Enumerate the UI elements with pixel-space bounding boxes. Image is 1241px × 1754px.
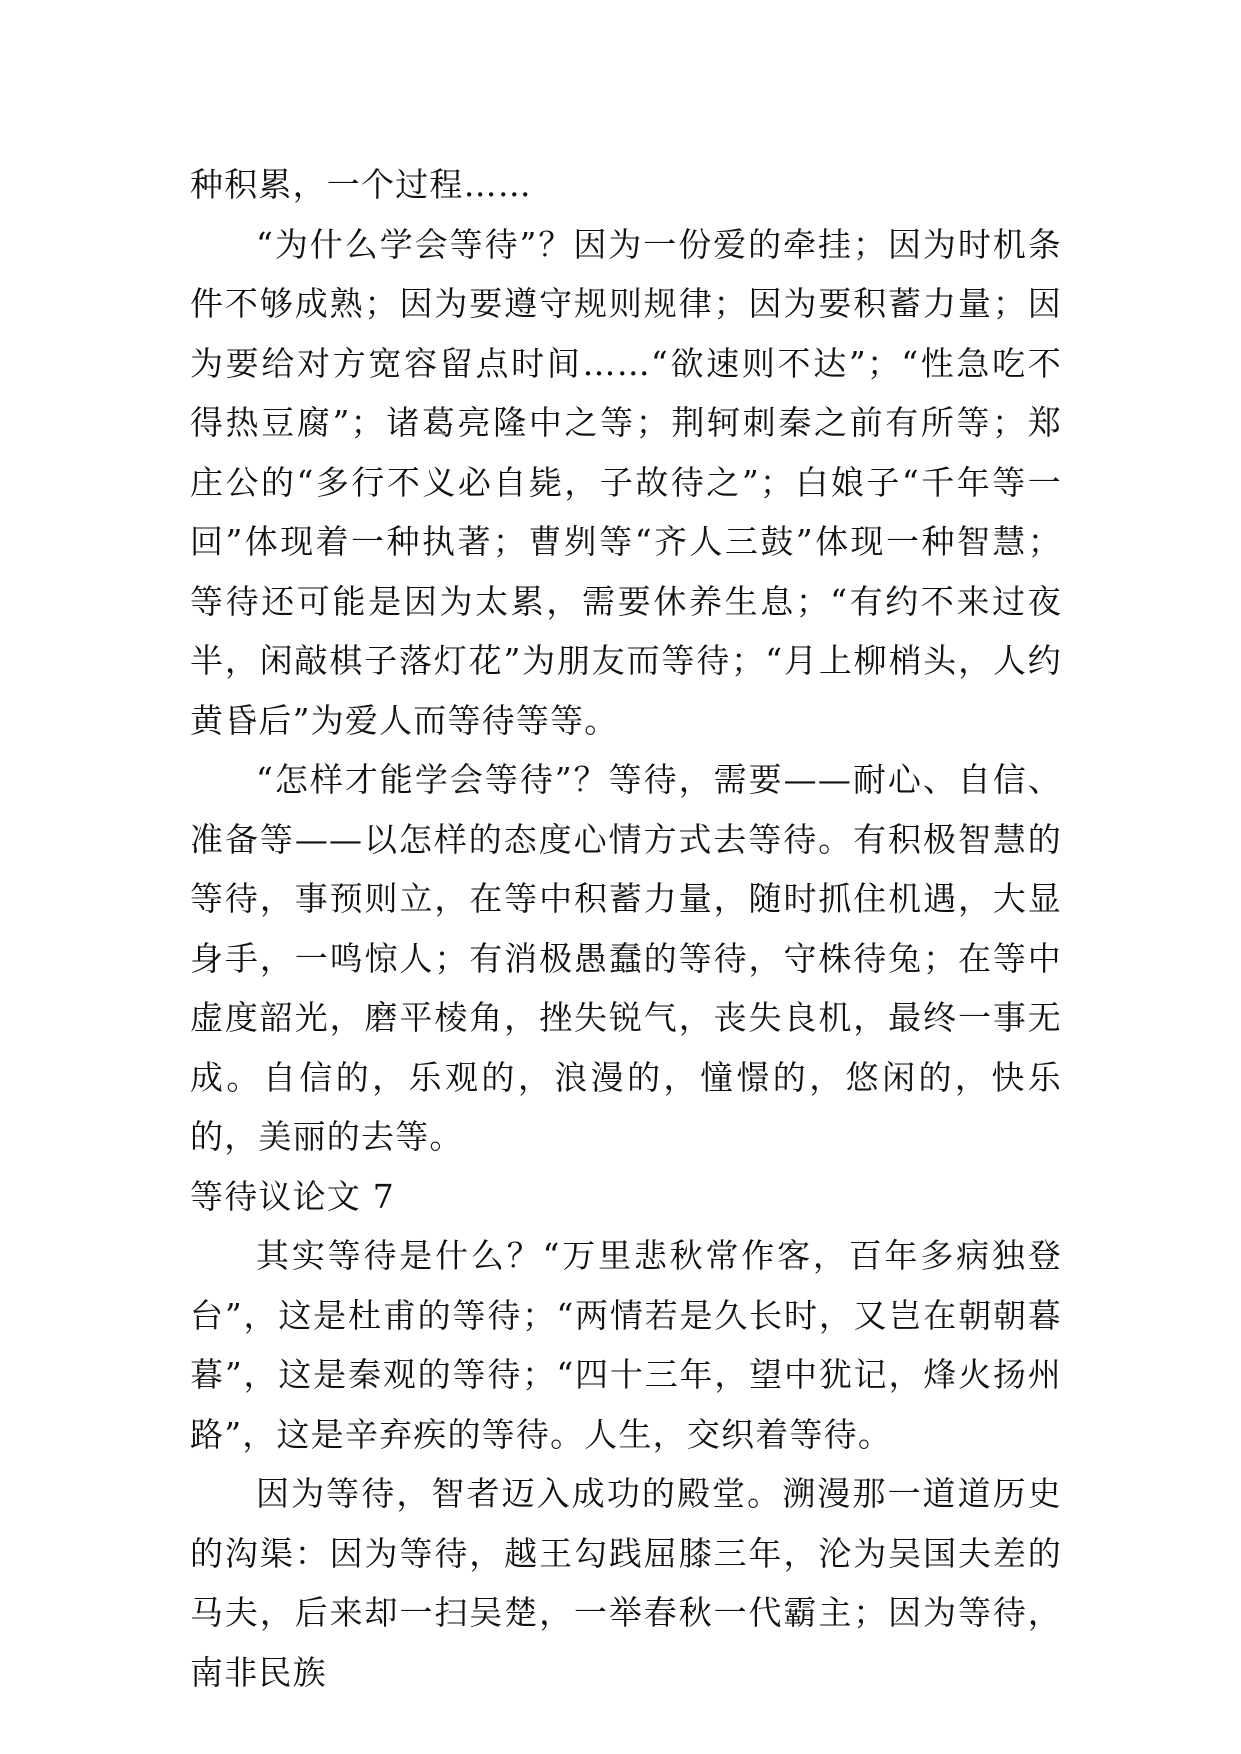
paragraph-why-wait: “为什么学会等待”？因为一份爱的牵挂；因为时机条件不够成熟；因为要遵守规则规律；因为要积蓄力量；因为要给对方宽容留点时间……“欲速则不达”；“性急吃不得热豆腐”；诸葛亮隆中之等；荆轲刺秦之前有所等；郑庄公的“多行不义必自毙，子故待之”；白娘子“千年等一回”体现着一种执著；曹刿等“齐人三鼓”体现一种智慧；等待还可能是因为太累，需要休养生息；“有约不来过夜半，闲敲棋子落灯花”为朋友而等待；“月上柳梢头，人约黄昏后”为爱人而等待等等。 (190, 224, 1062, 740)
paragraph-continuation: 种积累，一个过程…… (190, 165, 532, 204)
paragraph-because-of-waiting: 因为等待，智者迈入成功的殿堂。溯漫那一道道历史的沟渠：因为等待，越王勾践屈膝三年，沦为吴国夫差的马夫，后来却一扫吴楚，一举春秋一代霸主；因为等待，南非民族 (190, 1474, 1062, 1692)
section-heading: 等待议论文 7 (190, 1176, 395, 1216)
paragraph-how-to-wait: “怎样才能学会等待”？等待，需要——耐心、自信、准备等——以怎样的态度心情方式去等待。有积极智慧的等待，事预则立，在等中积蓄力量，随时抓住机遇，大显身手，一鸣惊人；有消极愚蠢的等待，守株待兔；在等中虚度韶光，磨平棱角，挫失锐气，丧失良机，最终一事无成。自信的，乐观的，浪漫的，憧憬的，悠闲的，快乐的，美丽的去等。 (190, 760, 1062, 1156)
document-body (190, 155, 1062, 1702)
paragraph-what-is-waiting: 其实等待是什么？“万里悲秋常作客，百年多病独登台”，这是杜甫的等待；“两情若是久长时，又岂在朝朝暮暮”，这是秦观的等待；“四十三年，望中犹记，烽火扬州路”，这是辛弃疾的等待。人生，交织着等待。 (190, 1236, 1062, 1454)
